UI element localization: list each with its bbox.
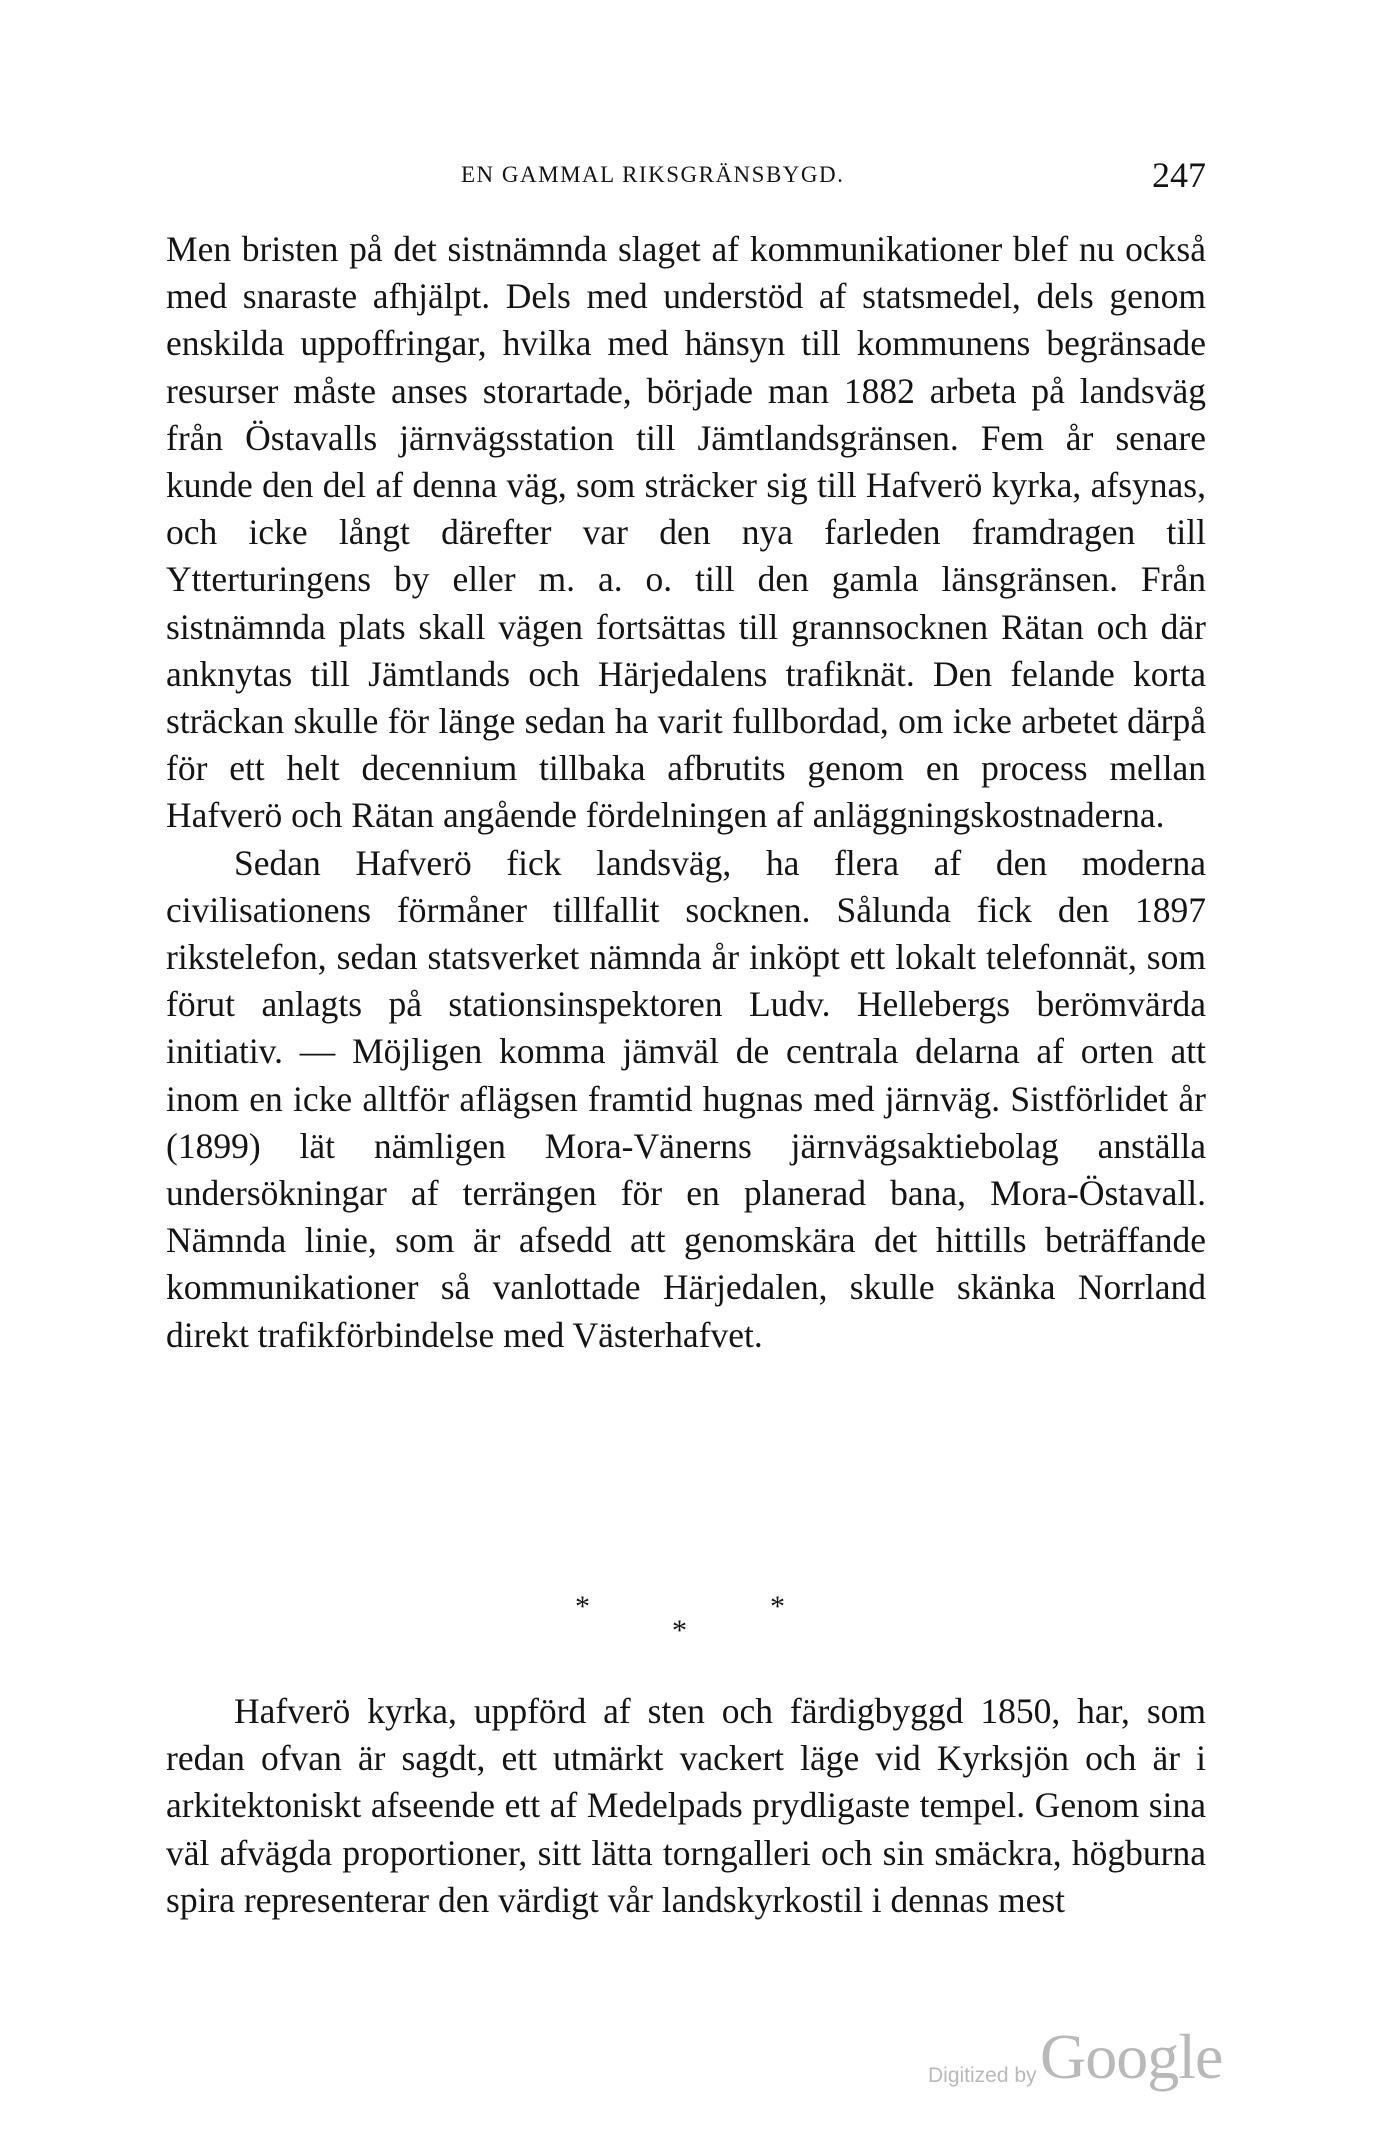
church-section <box>166 1688 1206 1924</box>
asterisk-center: * <box>672 1614 687 1647</box>
asterisk-right: * <box>770 1590 785 1623</box>
page-header <box>166 155 1206 198</box>
digitized-by-google-watermark <box>928 2020 1228 2100</box>
paragraph-communications: Men bristen på det sistnämnda slaget af kommunikationer blef nu också med snaraste afhjälpt. Dels med understöd af statsmedel, dels genom enskilda uppoffringar, hvilka med hänsyn till kommunens begränsade resurser måste anses storartade, började man 1882 arbeta på landsväg från Östavalls järnvägsstation till Jämtlandsgränsen. Fem år senare kunde den del af denna väg, som sträcker sig till Hafverö kyrka, afsynas, och icke långt därefter var den nya farleden framdragen till Ytterturingens by eller m. a. o. till den gamla länsgränsen. Från sistnämnda plats skall vägen fortsättas till grannsocknen Rätan och där anknytas till Jämtlands och Härjedalens trafiknät. Den felande korta sträckan skulle för länge sedan ha varit fullbordad, om icke arbetet därpå för ett helt decennium tillbaka afbrutits genom en process mellan Hafverö och Rätan angående fördelningen af anläggningskostnaderna. <box>166 229 1206 836</box>
main-text <box>166 226 1206 1359</box>
page-number: 247 <box>1152 155 1206 195</box>
running-title: EN GAMMAL RIKSGRÄNSBYGD. <box>461 162 845 187</box>
google-logo: Google <box>1040 2021 1223 2092</box>
section-break-asterism <box>0 1590 1400 1660</box>
paragraph-church: Hafverö kyrka, uppförd af sten och färdigbyggd 1850, har, som redan ofvan är sagdt, ett utmärkt vackert läge vid Kyrksjön och är i arkitektoniskt afseende ett af Medelpads prydligaste tempel. Genom sina väl afvägda proportioner, sitt lätta torngalleri och sin smäckra, högburna spira representerar den värdigt vår landskyrkostil i dennas mest <box>166 1691 1206 1920</box>
asterisk-left: * <box>575 1590 590 1623</box>
paragraph-civilisation: Sedan Hafverö fick landsväg, ha flera af den moderna civilisationens förmåner tillfallit socknen. Sålunda fick den 1897 rikstelefon, sedan statsverket nämnda år inköpt ett lokalt telefonnät, som förut anlagts på stationsinspektoren Ludv. Hellebergs berömvärda initiativ. — Möjligen komma jämväl de centrala delarna af orten att inom en icke alltför aflägsen framtid hugnas med järnväg. Sistförlidet år (1899) lät nämligen Mora-Vänerns järnvägsaktiebolag anställa undersökningar af terrängen för en planerad bana, Mora-Östavall. Nämnda linie, som är afsedd att genomskära det hittills beträffande kommunikationer så vanlottade Härjedalen, skulle skänka Norrland direkt trafikförbindelse med Västerhafvet. <box>166 842 1206 1355</box>
watermark-caption: Digitized by <box>928 2064 1037 2087</box>
